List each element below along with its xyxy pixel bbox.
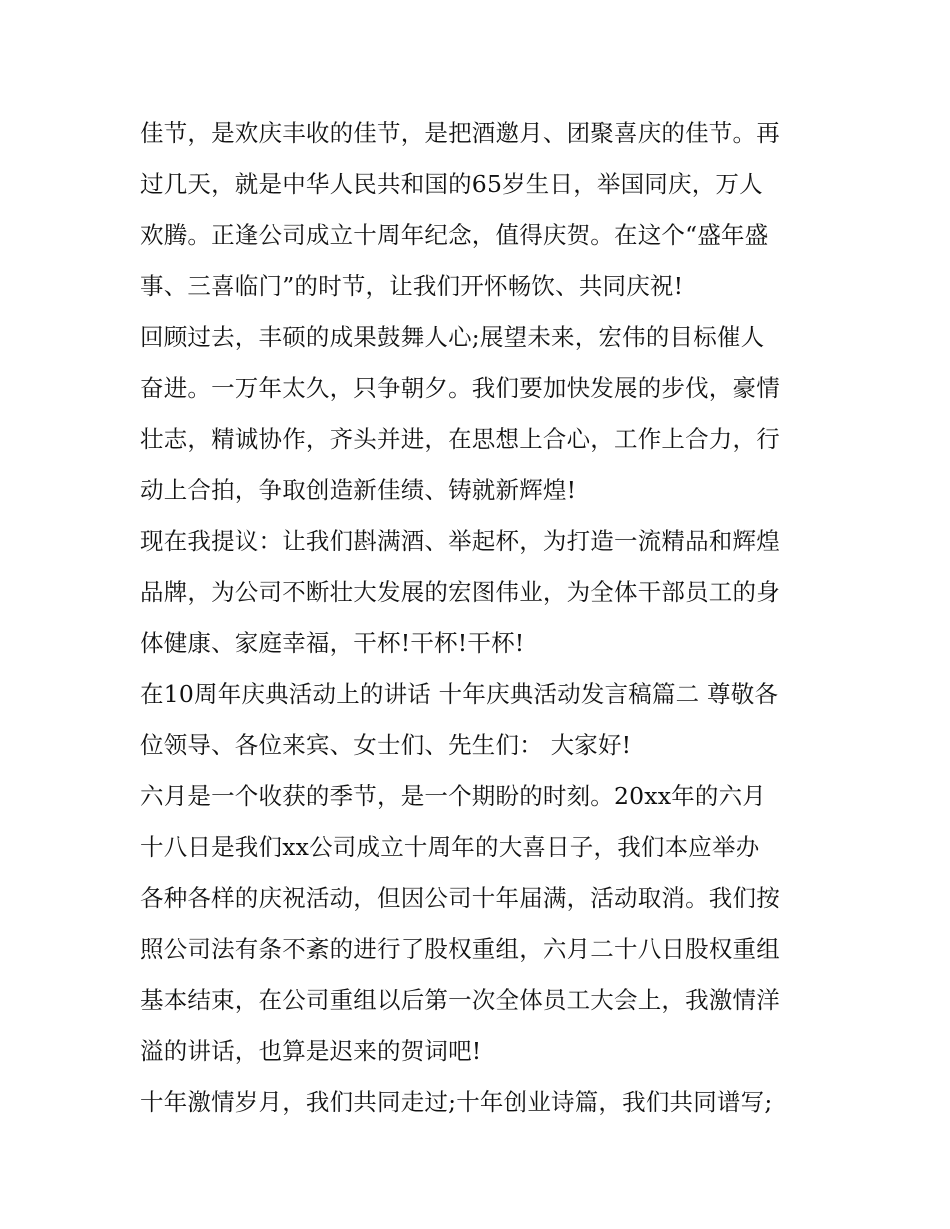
text-line: 现在我提议：让我们斟满酒、举起杯，为打造一流精品和辉煌 bbox=[140, 527, 780, 555]
text-line: 壮志，精诚协作，齐头并进，在思想上合心，工作上合力，行 bbox=[140, 425, 780, 453]
text-line: 欢腾。正逢公司成立十周年纪念，值得庆贺。在这个“盛年盛 bbox=[140, 221, 769, 249]
text-line: 位领导、各位来宾、女士们、先生们： 大家好! bbox=[140, 731, 632, 759]
text-line: 动上合拍，争取创造新佳绩、铸就新辉煌! bbox=[140, 476, 577, 504]
text-line: 品牌，为公司不断壮大发展的宏图伟业，为全体干部员工的身 bbox=[140, 578, 780, 606]
text-line: 在10周年庆典活动上的讲话 十年庆典活动发言稿篇二 尊敬各 bbox=[140, 680, 779, 708]
text-line: 事、三喜临门”的时节，让我们开怀畅饮、共同庆祝! bbox=[140, 272, 684, 300]
text-line: 照公司法有条不紊的进行了股权重组，六月二十八日股权重组 bbox=[140, 935, 780, 963]
text-line: 过几天，就是中华人民共和国的65岁生日，举国同庆，万人 bbox=[140, 170, 763, 198]
text-line: 各种各样的庆祝活动，但因公司十年届满，活动取消。我们按 bbox=[140, 884, 780, 912]
text-line: 回顾过去，丰硕的成果鼓舞人心;展望未来，宏伟的目标催人 bbox=[140, 323, 765, 351]
text-line: 奋进。一万年太久，只争朝夕。我们要加快发展的步伐，豪情 bbox=[140, 374, 780, 402]
document-body bbox=[140, 108, 820, 1128]
text-line: 佳节，是欢庆丰收的佳节，是把酒邀月、团聚喜庆的佳节。再 bbox=[140, 119, 780, 147]
text-line: 十八日是我们xx公司成立十周年的大喜日子，我们本应举办 bbox=[140, 833, 760, 861]
text-line: 体健康、家庭幸福，干杯!干杯!干杯! bbox=[140, 629, 525, 657]
text-line: 十年激情岁月，我们共同走过;十年创业诗篇，我们共同谱写; bbox=[140, 1088, 773, 1116]
text-line: 基本结束，在公司重组以后第一次全体员工大会上，我激情洋 bbox=[140, 986, 780, 1014]
text-line: 六月是一个收获的季节，是一个期盼的时刻。20xx年的六月 bbox=[140, 782, 767, 810]
text-line: 溢的讲话，也算是迟来的贺词吧! bbox=[140, 1037, 482, 1065]
